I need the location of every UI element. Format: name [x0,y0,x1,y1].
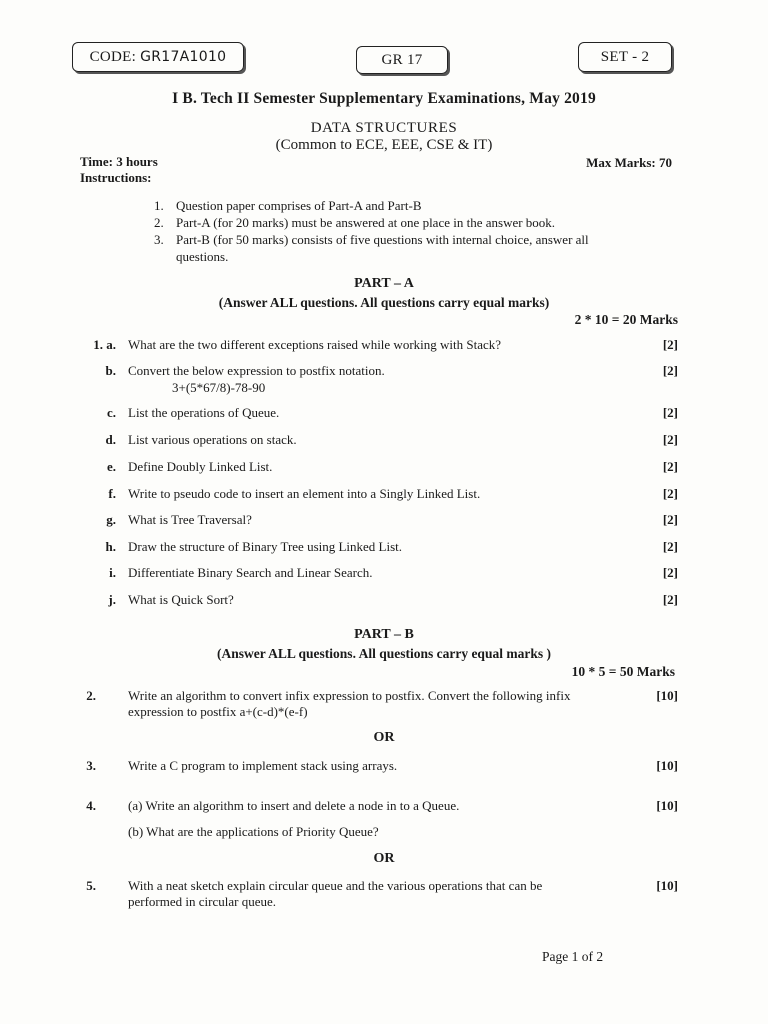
question-marks: [10] [656,878,678,893]
question-text-line2: performed in circular queue. [128,894,276,909]
question-text: With a neat sketch explain circular queue and the various operations that can be [128,878,543,893]
code-box [72,42,244,72]
code-label: CODE: [89,48,137,65]
time-label: Time: 3 hours [80,154,158,169]
part-a-heading: PART – A [354,276,414,291]
page-number: Page 1 of 2 [542,949,604,964]
instruction-number: 2. [154,215,164,230]
question-text: Differentiate Binary Search and Linear Search. [128,565,373,580]
question-marks: [2] [662,512,678,527]
question-text-line2: (b) What are the applications of Priority Queue? [128,824,379,839]
question-number: 1. a. [93,337,116,352]
instruction-number: 1. [154,198,164,213]
code-value: GR17A1010 [140,49,227,65]
part-b-subheading: (Answer ALL questions. All questions carry equal marks ) [217,646,551,661]
regulation-box [356,46,448,74]
question-number: i. [109,565,116,580]
question-marks: [2] [662,486,678,501]
part-a-subheading: (Answer ALL questions. All questions carry equal marks) [218,295,550,310]
question-text: List the operations of Queue. [128,405,280,420]
question-text: (a) Write an algorithm to insert and delete a node in to a Queue. [128,798,460,813]
question-marks: [2] [662,405,678,420]
question-number: 5. [86,878,96,893]
question-text: List various operations on stack. [128,432,297,447]
question-text: What is Tree Traversal? [128,512,252,527]
question-marks: [2] [662,565,678,580]
instructions-label: Instructions: [80,170,152,185]
question-number: h. [105,539,116,554]
or-divider: OR [373,730,395,745]
question-marks: [10] [656,798,678,813]
question-text: What is Quick Sort? [128,592,234,607]
question-marks: [2] [662,363,678,378]
question-marks: [2] [662,337,678,352]
question-marks: [2] [662,539,678,554]
instruction-text: Question paper comprises of Part-A and Part-B [176,198,422,213]
part-b-marks-total: 10 * 5 = 50 Marks [571,664,675,679]
question-text: Convert the below expression to postfix notation. [128,363,385,378]
question-number: g. [106,512,116,527]
part-a-marks-total: 2 * 10 = 20 Marks [574,312,678,327]
question-number: 4. [86,798,96,813]
question-number: j. [108,592,116,607]
set-box [578,42,672,72]
instruction-text: Part-A (for 20 marks) must be answered at one place in the answer book. [176,215,556,230]
question-marks: [10] [656,688,678,703]
question-number: e. [106,459,116,474]
question-marks: [2] [662,459,678,474]
instruction-text: Part-B (for 50 marks) consists of five questions with internal choice, answer all [176,232,589,247]
question-number: b. [105,363,116,378]
common-to: (Common to ECE, EEE, CSE & IT) [275,137,493,153]
instruction-number: 3. [154,232,164,247]
exam-title: I B. Tech II Semester Supplementary Examinations, May 2019 [172,90,596,107]
question-number: 3. [86,758,96,773]
question-marks: [10] [656,758,678,773]
max-marks-label: Max Marks: 70 [586,155,672,170]
question-number: d. [105,432,116,447]
question-text: Write an algorithm to convert infix expression to postfix. Convert the following infix [128,688,571,703]
question-number: c. [106,405,116,420]
subject-title: DATA STRUCTURES [310,120,458,136]
part-b-heading: PART – B [354,627,414,642]
set-label: SET - 2 [600,48,650,65]
question-expression: 3+(5*67/8)-78-90 [172,380,266,395]
or-divider: OR [373,851,395,866]
question-marks: [2] [662,432,678,447]
question-text: Draw the structure of Binary Tree using Linked List. [128,539,403,554]
question-text: What are the two different exceptions raised while working with Stack? [128,337,502,352]
question-text: Write a C program to implement stack using arrays. [128,758,398,773]
instruction-text: questions. [176,249,229,264]
question-text: Define Doubly Linked List. [128,459,273,474]
regulation-label: GR 17 [381,51,423,68]
question-marks: [2] [662,592,678,607]
question-text-line2: expression to postfix a+(c-d)*(e-f) [128,704,308,719]
question-number: 2. [86,688,96,703]
question-number: f. [108,486,116,501]
question-text: Write to pseudo code to insert an element into a Singly Linked List. [128,486,481,501]
